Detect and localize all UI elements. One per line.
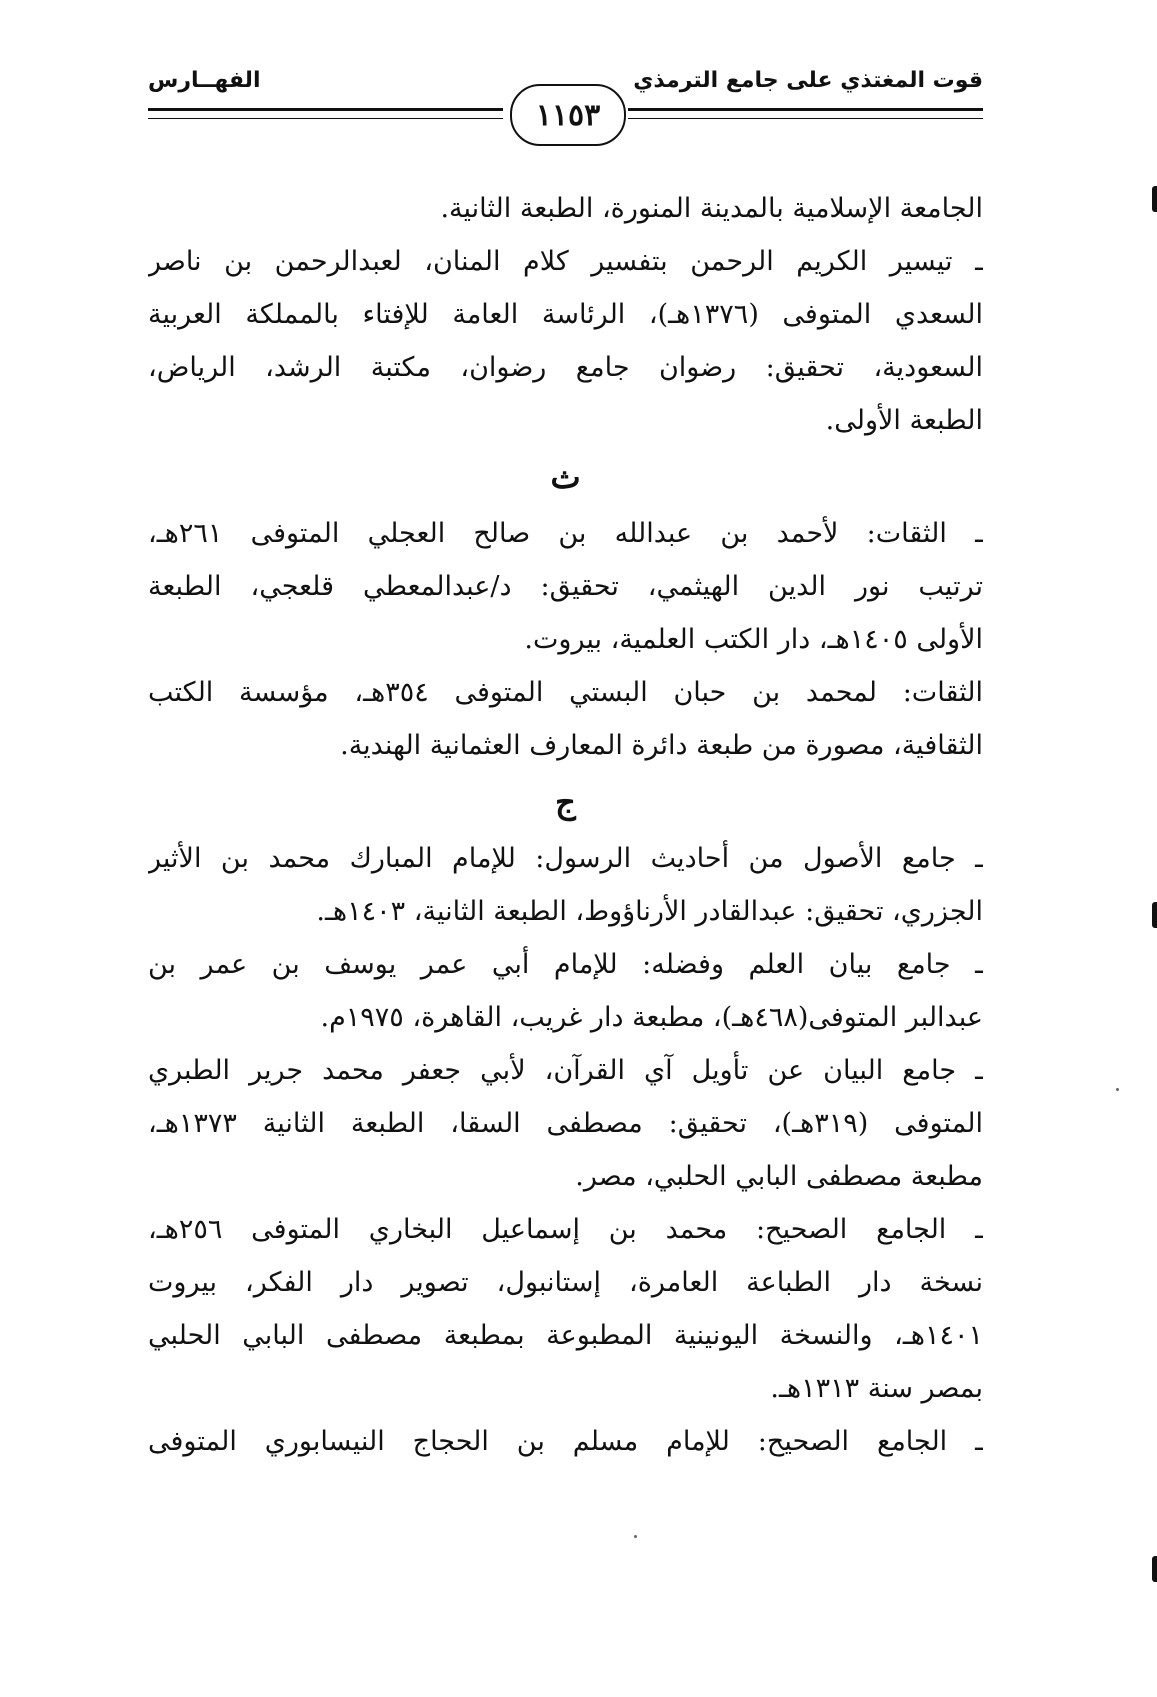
scan-speck bbox=[634, 1535, 637, 1538]
text-line: الثقافية، مصورة من طبعة دائرة المعارف العثمانية الهندية. bbox=[340, 730, 983, 761]
entry-block bbox=[148, 1044, 983, 1203]
section-letter-heading: ث bbox=[550, 458, 581, 496]
header-rule-left bbox=[148, 108, 503, 119]
entry-block bbox=[148, 182, 983, 235]
scan-margin-mark bbox=[1152, 1556, 1157, 1582]
text-line: ـ جامع الأصول من أحاديث الرسول: للإمام المبارك محمد بن الأثير bbox=[148, 843, 983, 874]
text-line: السعدي المتوفى (١٣٧٦هـ)، الرئاسة العامة للإفتاء بالمملكة العربية bbox=[148, 299, 983, 330]
entry-block bbox=[148, 666, 983, 772]
scan-speck bbox=[1116, 1088, 1119, 1091]
text-line: المتوفى (٣١٩هـ)، تحقيق: مصطفى السقا، الطبعة الثانية ١٣٧٣هـ، bbox=[148, 1108, 983, 1139]
section-letter-heading: ج bbox=[555, 783, 576, 821]
page-header bbox=[148, 62, 983, 152]
entry-block bbox=[148, 1203, 983, 1415]
text-line: الطبعة الأولى. bbox=[825, 405, 983, 436]
entry-block bbox=[148, 507, 983, 666]
scan-margin-mark bbox=[1152, 186, 1157, 212]
text-line: الجزري، تحقيق: عبدالقادر الأرناؤوط، الطبعة الثانية، ١٤٠٣هـ. bbox=[316, 896, 983, 927]
text-line: ـ الجامع الصحيح: للإمام مسلم بن الحجاج النيسابوري المتوفى bbox=[148, 1426, 983, 1457]
entry-block bbox=[148, 938, 983, 1044]
scan-margin-mark bbox=[1152, 902, 1157, 928]
text-line: نسخة دار الطباعة العامرة، إستانبول، تصوير دار الفكر، بيروت bbox=[148, 1267, 983, 1298]
page-number bbox=[510, 84, 626, 146]
page-number-text: ١١٥٣ bbox=[535, 97, 601, 133]
text-line: مطبعة مصطفى البابي الحلبي، مصر. bbox=[575, 1161, 983, 1192]
entry-block bbox=[148, 1415, 983, 1468]
text-line: ترتيب نور الدين الهيثمي، تحقيق: د/عبدالمعطي قلعجي، الطبعة bbox=[148, 571, 983, 602]
text-line: ـ جامع البيان عن تأويل آي القرآن، لأبي جعفر محمد جرير الطبري bbox=[148, 1055, 983, 1086]
header-rule-right bbox=[628, 108, 983, 119]
running-title: قوت المغتذي على جامع الترمذي bbox=[633, 68, 983, 93]
section-title: الفهــارس bbox=[148, 68, 261, 93]
entry-block bbox=[148, 235, 983, 447]
text-line: الثقات: لمحمد بن حبان البستي المتوفى ٣٥٤هـ، مؤسسة الكتب bbox=[148, 677, 983, 708]
text-line: بمصر سنة ١٣١٣هـ. bbox=[770, 1373, 983, 1404]
text-line: الأولى ١٤٠٥هـ، دار الكتب العلمية، بيروت. bbox=[524, 624, 983, 655]
text-line: ـ تيسير الكريم الرحمن بتفسير كلام المنان، لعبدالرحمن بن ناصر bbox=[148, 246, 983, 277]
text-line: الجامعة الإسلامية بالمدينة المنورة، الطبعة الثانية. bbox=[440, 193, 983, 224]
text-line: ـ جامع بيان العلم وفضله: للإمام أبي عمر يوسف بن عمر بن bbox=[148, 949, 983, 980]
text-line: عبدالبر المتوفى(٤٦٨هـ)، مطبعة دار غريب، القاهرة، ١٩٧٥م. bbox=[320, 1002, 983, 1033]
text-line: السعودية، تحقيق: رضوان جامع رضوان، مكتبة الرشد، الرياض، bbox=[148, 352, 983, 383]
text-line: ـ الجامع الصحيح: محمد بن إسماعيل البخاري المتوفى ٢٥٦هـ، bbox=[148, 1214, 983, 1245]
entry-block bbox=[148, 832, 983, 938]
page-body bbox=[148, 182, 983, 1468]
text-line: ـ الثقات: لأحمد بن عبدالله بن صالح العجلي المتوفى ٢٦١هـ، bbox=[148, 518, 983, 549]
text-line: ١٤٠١هـ، والنسخة اليونينية المطبوعة بمطبعة مصطفى البابي الحلبي bbox=[148, 1320, 983, 1351]
